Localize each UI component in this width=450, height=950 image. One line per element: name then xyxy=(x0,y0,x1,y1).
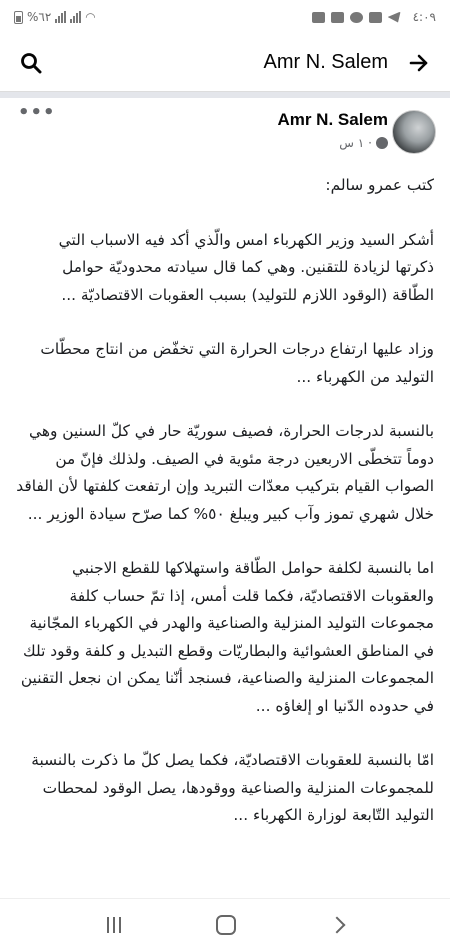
post-body xyxy=(16,172,434,857)
app-header xyxy=(0,34,450,92)
header-title: Amr N. Salem xyxy=(263,51,388,73)
post-time[interactable]: ١ س xyxy=(339,136,365,150)
system-nav-bar xyxy=(0,898,450,950)
status-right xyxy=(312,10,436,24)
more-options-icon[interactable]: ••• xyxy=(18,102,56,123)
clock: ٤:٠٩ xyxy=(412,10,436,24)
gallery-icon xyxy=(312,12,325,23)
post-author[interactable]: Amr N. Salem xyxy=(277,110,388,129)
status-left xyxy=(14,10,96,24)
search-icon xyxy=(20,52,42,74)
arrow-right-icon xyxy=(409,54,429,72)
globe-icon xyxy=(376,137,388,149)
wifi-icon: ◠ xyxy=(85,10,96,24)
battery-percent: %٦٢ xyxy=(27,10,52,24)
post-paragraph: أشكر السيد وزير الكهرباء امس والّذي أكد فيه الاسباب التي ذكرتها لزيادة للتقنين. وهي كما قال سيادته محدوديّة حوامل الطّاقة (الوقود اللازم للتوليد) بسبب العقوبات الاقتصاديّة ... xyxy=(58,230,434,304)
header-right xyxy=(264,50,432,76)
recent-apps-icon[interactable] xyxy=(107,917,121,933)
battery-icon xyxy=(14,11,23,24)
facebook-icon xyxy=(369,12,382,23)
signal-2-icon xyxy=(70,11,81,23)
author-block xyxy=(277,110,388,150)
status-bar xyxy=(0,0,450,34)
post-header xyxy=(0,104,450,164)
section-divider xyxy=(0,92,450,98)
content-fade xyxy=(0,870,450,900)
post-paragraph: امّا بالنسبة للعقوبات الاقتصاديّة، فكما يصل كلّ ما ذكرت بالنسبة للمجموعات المنزلية والصناعية ووقودها، يصل الوقود لمحطات التوليد التّابعة لوزارة الكهرباء ... xyxy=(31,751,434,824)
avatar[interactable] xyxy=(392,110,436,154)
telegram-icon xyxy=(388,12,401,23)
post-paragraph: بالنسبة لدرجات الحرارة، فصيف سوريّة حار في كلّ السنين وهي دوماً تتخطّى الاربعين درجة مئوية في الصيف. ولذلك فإنّ من الصواب القيام بتركيب معدّات التبريد وإن ارتفعت كلفتها لأن الفاقد خلال شهري تموز وآب كبير ويبلغ ٥٠% كما صرّح سيادة الوزير ... xyxy=(16,422,434,523)
mail-icon xyxy=(331,12,344,23)
search-button[interactable] xyxy=(18,50,44,76)
post-paragraph: وزاد عليها ارتفاع درجات الحرارة التي تخفّض من انتاج محطّات التوليد من الكهرباء ... xyxy=(40,340,434,386)
post-paragraph: كتب عمرو سالم: xyxy=(325,176,434,194)
home-icon[interactable] xyxy=(216,915,236,935)
back-icon[interactable] xyxy=(328,916,345,933)
forward-button[interactable] xyxy=(406,50,432,76)
messenger-icon xyxy=(350,12,363,23)
post-paragraph: اما بالنسبة لكلفة حوامل الطّاقة واستهلاكها للقطع الاجنبي والعقوبات الاقتصاديّة، فكما قلت أمس، إذا تمّ حساب كلفة مجموعات التوليد المنزلية والصناعية والهدر في الكهرباء المجّانية في المناطق العشوائية والبطاريّات وقطع التبديل و كلفة وقود تلك المجموعات المنزلية والصناعية، فسنجد أنّنا يمكن ان نجعل التقنين في حدوده الدّنيا او إلغاؤه ... xyxy=(20,559,434,715)
signal-icon xyxy=(55,11,66,23)
post-meta: ١ س · xyxy=(277,136,388,150)
